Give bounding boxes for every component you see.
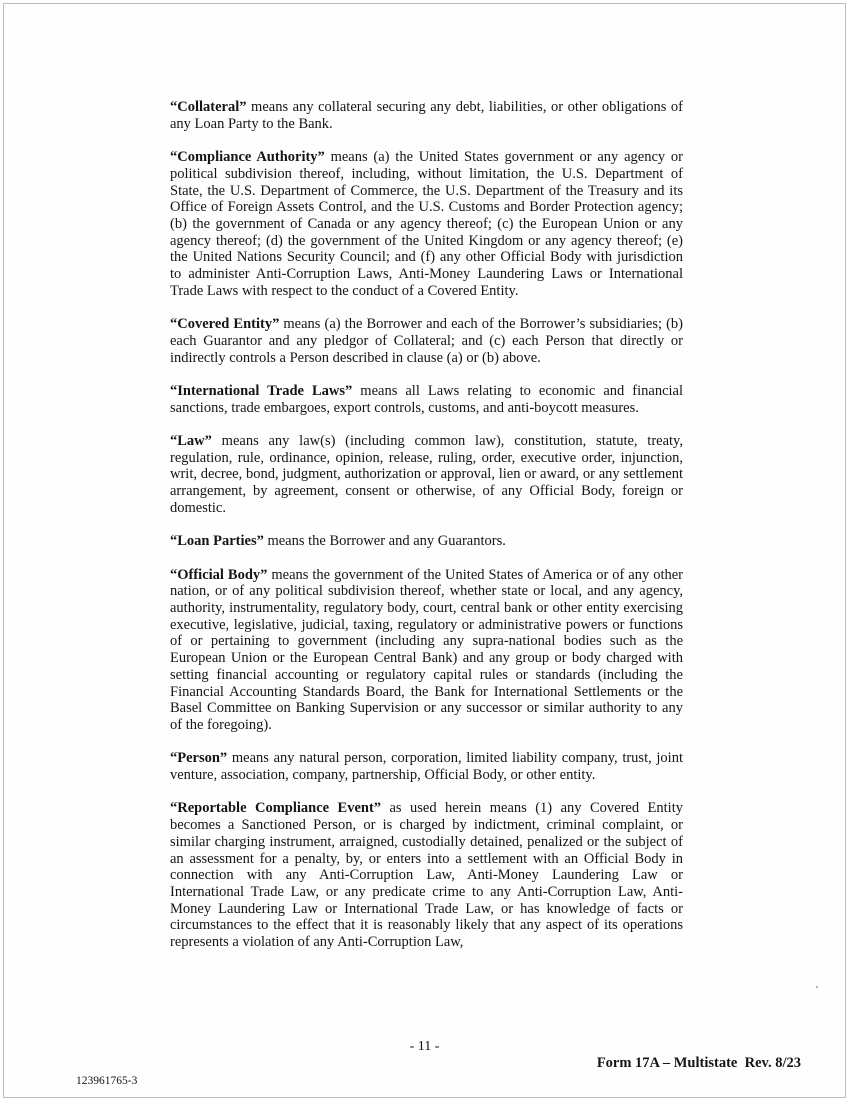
definition-term: “Official Body” [170,566,268,583]
definition-text: means any natural person, corporation, limited liability company, trust, joint venture, association, company, partnership, Official Body, or other entity. [170,750,683,784]
definitions-section [170,99,683,951]
definition-paragraph-covered-entity [170,316,683,366]
definition-term: “Law” [170,433,212,449]
definition-term: “Covered Entity” [170,316,280,333]
page-number: - 11 - [409,1039,440,1054]
document-control-number: 123961765-3 [76,1075,138,1087]
definition-paragraph-international-trade-laws [170,383,683,416]
definition-term: “Compliance Authority” [170,149,325,166]
definition-paragraph-person [170,750,683,783]
definition-paragraph-compliance-authority [170,149,683,299]
definition-term: “Person” [170,750,228,767]
definition-text: means (a) the United States government or any agency or political subdivision thereof, including, without limitation, the U.S. Department of State, the U.S. Department of Commerce, the U.S. Department of the Treasury and its Office of Foreign Assets Control, and the U.S. Customs and Border Protection agency; (b) the government of Canada or any agency thereof; (c) the European Union or any agency thereof; (d) the government of the United Kingdom or any agency thereof; (e) the United Nations Security Council; and (f) any other Official Body with jurisdiction to administer Anti-Corruption Laws, Anti-Money Laundering Laws or International Trade Laws with respect to the conduct of a Covered Entity. [170,149,683,299]
definition-paragraph-official-body [170,567,683,734]
definition-term: “International Trade Laws” [170,382,353,399]
definition-text: means all Laws relating to economic and financial sanctions, trade embargoes, export controls, customs, and anti-boycott measures. [170,382,683,416]
definition-text: means (a) the Borrower and each of the Borrower’s subsidiaries; (b) each Guarantor and any pledgor of Collateral; and (c) each Person that directly or indirectly controls a Person described in clause (a) or (b) above. [170,316,683,366]
definition-paragraph-reportable-compliance-event [170,800,683,950]
definition-paragraph-collateral [170,99,683,132]
definition-text: as used herein means (1) any Covered Entity becomes a Sanctioned Person, or is charged by indictment, criminal complaint, or similar charging instrument, arraigned, custodially detained, penalized or the subject of an assessment for a penalty, by, or enters into a settlement with an Official Body in connection with any Anti-Corruption Law, Anti-Money Laundering Law or International Trade Law, or any predicate crime to any Anti-Corruption Law, Anti-Money Laundering Law or International Trade Law, or has knowledge of facts or circumstances to the effect that it is reasonably likely that any aspect of its operations represents a violation of any Anti-Corruption Law, [170,800,683,951]
definition-term: “Collateral” [170,99,247,115]
definition-text: means any collateral securing any debt, liabilities, or other obligations of any Loan Party to the Bank. [170,99,683,132]
definition-paragraph-loan-parties [170,533,683,550]
form-revision-label: Form 17A – Multistate Rev. 8/23 [596,1055,801,1071]
definition-term: “Reportable Compliance Event” [170,800,382,817]
definition-text: means any law(s) (including common law), constitution, statute, treaty, regulation, rule, ordinance, opinion, release, ruling, order, executive order, injunction, writ, decree, bond, judgment, authorization or approval, lien or award, or any settlement arrangement, by agreement, consent or otherwise, of any Official Body, foreign or domestic. [170,433,683,516]
definition-term: “Loan Parties” [170,533,264,550]
definition-text: means the government of the United States of America or of any other nation, or of any political subdivision thereof, whether state or local, and any agency, authority, instrumentality, regulatory body, court, central bank or other entity exercising executive, legislative, judicial, taxing, regulatory or administrative powers or functions of or pertaining to government (including any supra-national bodies such as the European Union or the European Central Bank) and any group or body charged with setting financial accounting or regulatory capital rules or standards (including the Financial Accounting Standards Board, the Bank for International Settlements or the Basel Committee on Banking Supervision or any successor or similar authority to any of the foregoing). [170,566,683,733]
scan-artifact [816,986,818,988]
definition-text: means the Borrower and any Guarantors. [263,533,506,550]
definition-paragraph-law [170,433,683,517]
